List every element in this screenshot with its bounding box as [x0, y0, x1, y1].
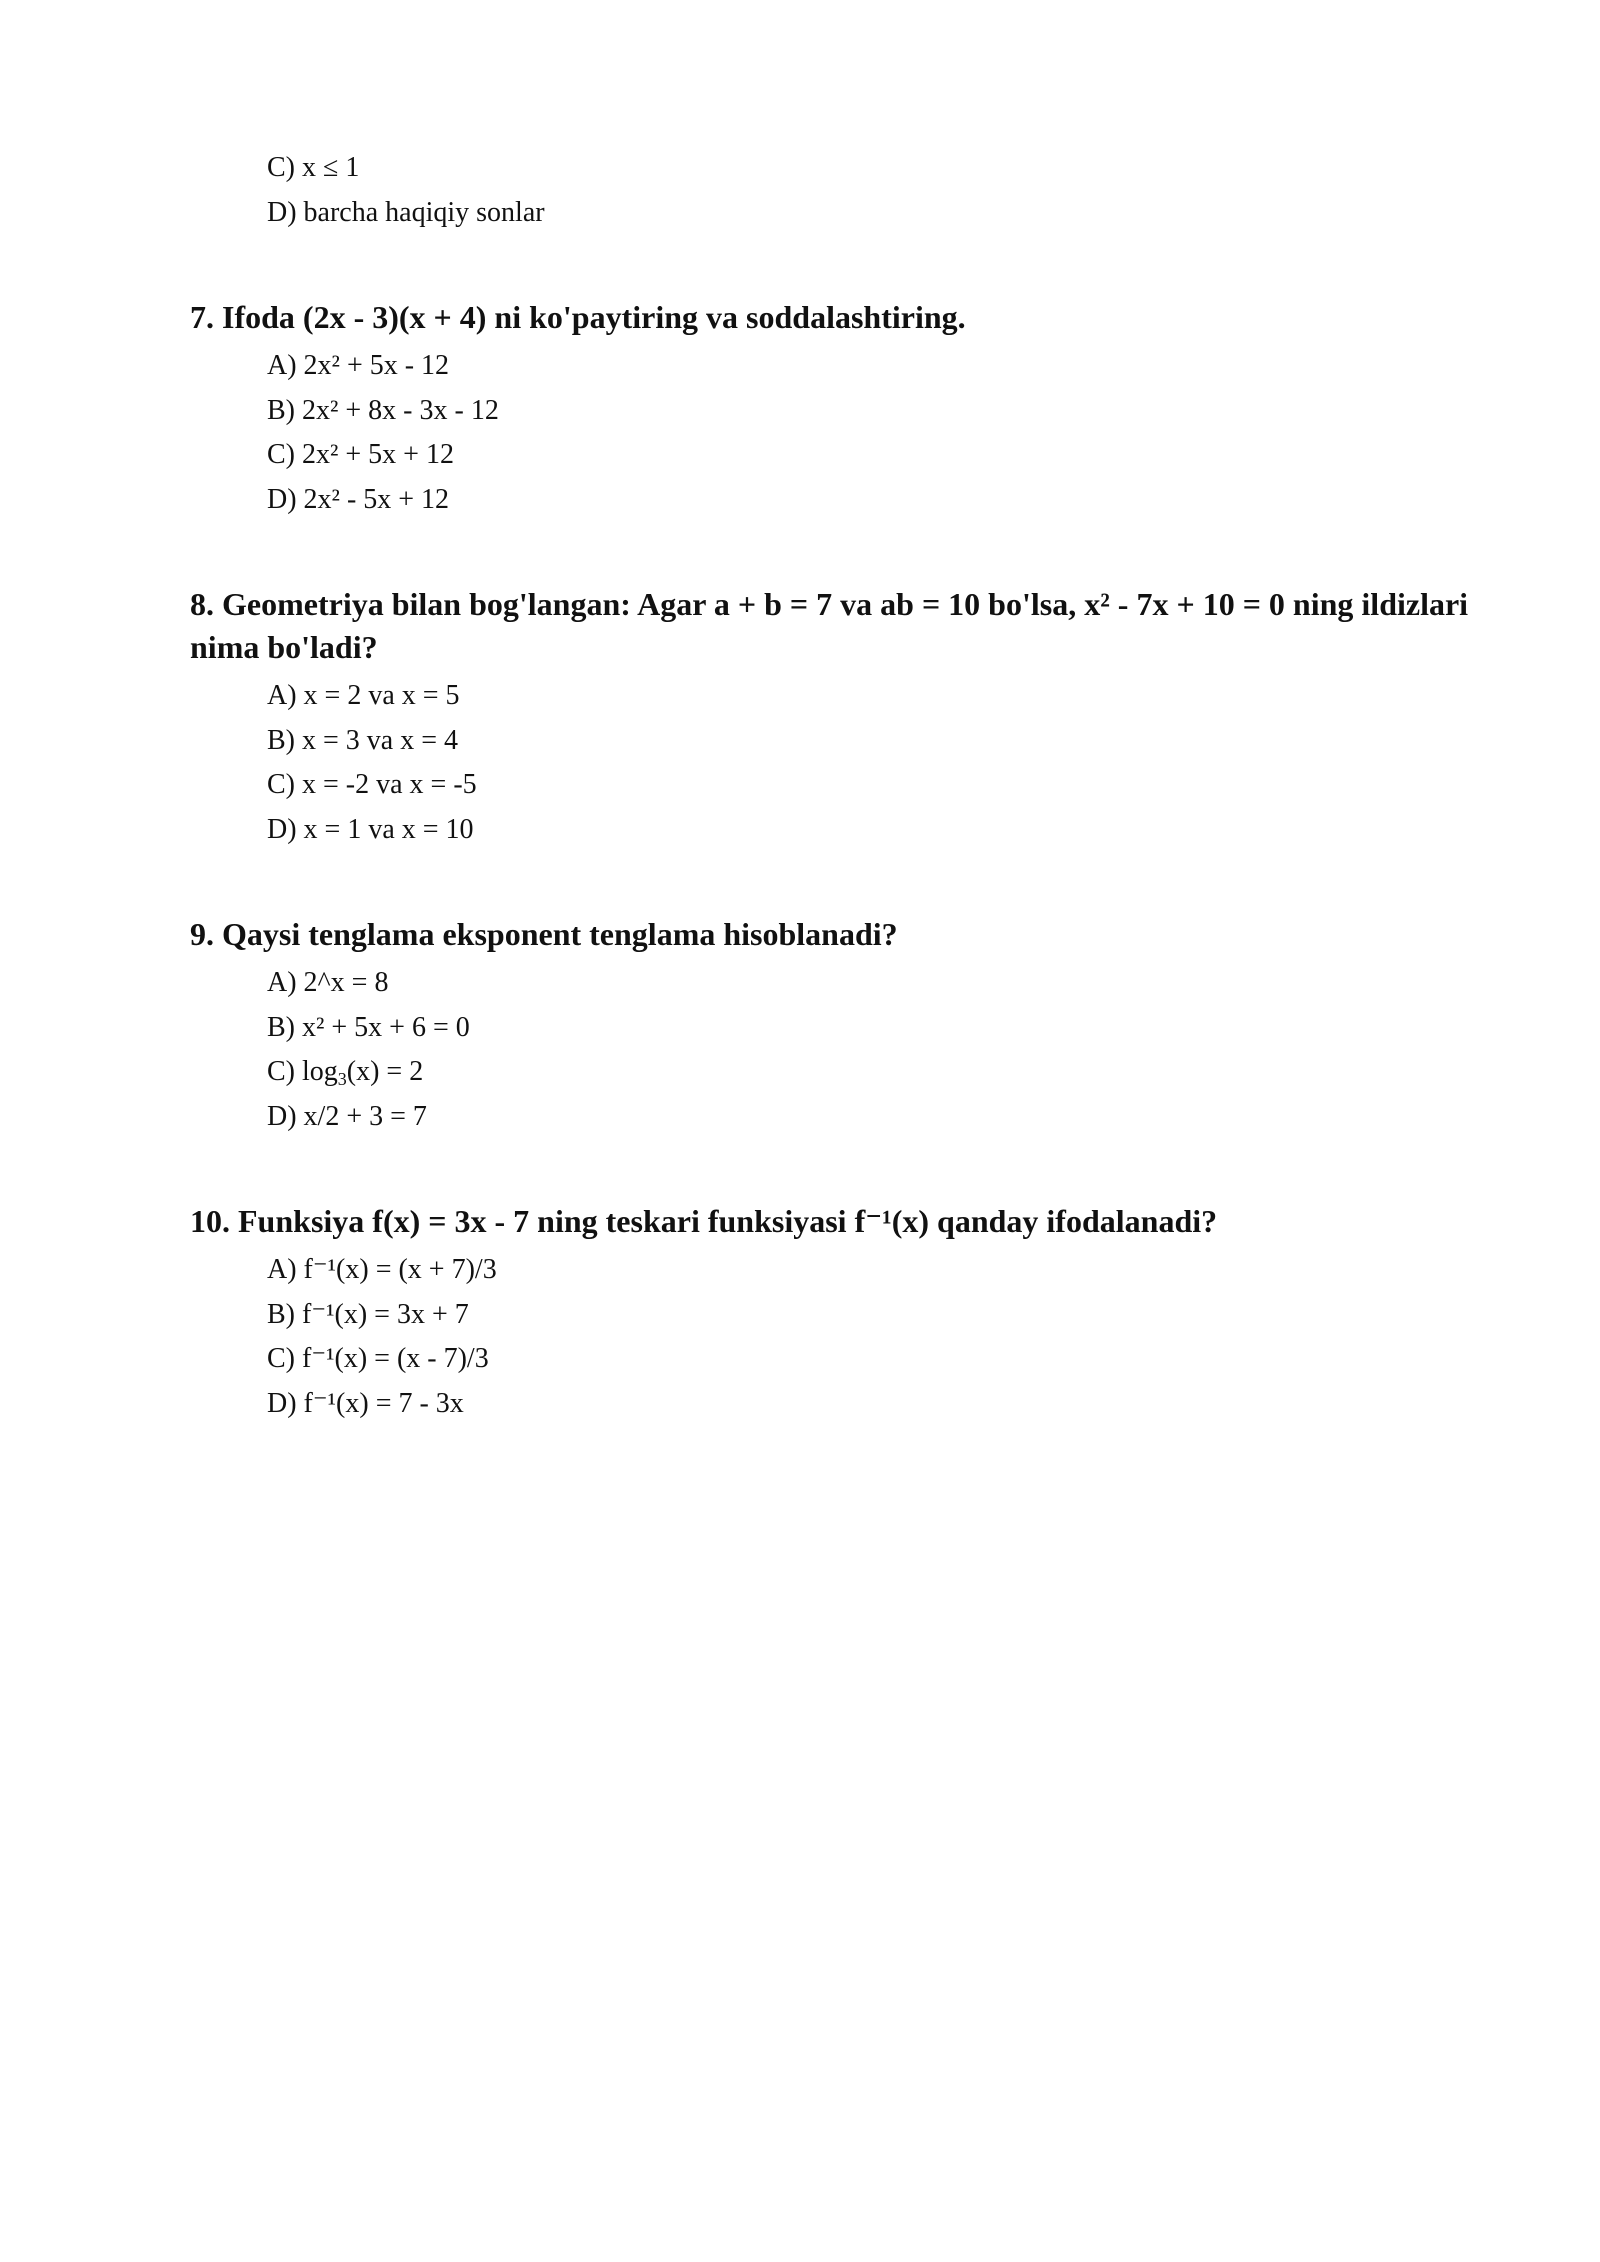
- option-a: A) x = 2 va x = 5: [267, 680, 460, 711]
- option-c-suffix: (x) = 2: [346, 1056, 424, 1087]
- option-a: A) 2x² + 5x - 12: [267, 350, 450, 381]
- spacer: [190, 235, 1490, 296]
- option-b: B) 2x² + 8x - 3x - 12: [267, 394, 499, 426]
- option-c: C) x = -2 va x = -5: [267, 769, 477, 800]
- question-10: [190, 1200, 1490, 1426]
- quiz-content: [190, 146, 1490, 1426]
- option-d: D) 2x² - 5x + 12: [267, 483, 450, 515]
- question-title: 10. Funksiya f(x) = 3x - 7 ning teskari funksiyasi f⁻¹(x) qanday ifodalanadi?: [190, 1203, 1218, 1239]
- question-9: [190, 913, 1490, 1139]
- question-title: 7. Ifoda (2x - 3)(x + 4) ni ko'paytiring va soddalashtiring.: [190, 299, 966, 335]
- option-d: D) f⁻¹(x) = 7 - 3x: [267, 1387, 464, 1419]
- spacer: [190, 852, 1490, 913]
- spacer: [190, 1139, 1490, 1200]
- question-7: [190, 296, 1490, 522]
- question-title: 8. Geometriya bilan bog'langan: Agar a + b = 7 va ab = 10 bo'lsa, x² - 7x + 10 = 0 ning ildizlari nima bo'ladi?: [190, 586, 1469, 665]
- option-c: C) x ≤ 1: [267, 152, 360, 183]
- option-c: C) 2x² + 5x + 12: [267, 439, 454, 470]
- question-8: [190, 583, 1490, 852]
- option-b: B) f⁻¹(x) = 3x + 7: [267, 1298, 469, 1330]
- option-c: C) f⁻¹(x) = (x - 7)/3: [267, 1343, 489, 1374]
- option-d: D) barcha haqiqiy sonlar: [267, 196, 545, 228]
- option-b: B) x = 3 va x = 4: [267, 724, 459, 756]
- option-a: A) f⁻¹(x) = (x + 7)/3: [267, 1254, 497, 1285]
- spacer: [190, 522, 1490, 583]
- option-d: D) x = 1 va x = 10: [267, 813, 474, 845]
- option-a: A) 2^x = 8: [267, 967, 389, 998]
- option-c: [267, 1050, 1490, 1095]
- option-c-prefix: C) log: [267, 1056, 338, 1087]
- question-6-continuation: [190, 146, 1490, 235]
- log-base-subscript: 3: [337, 1069, 347, 1089]
- question-title: 9. Qaysi tenglama eksponent tenglama hisoblanadi?: [190, 916, 898, 952]
- option-d: D) x/2 + 3 = 7: [267, 1100, 427, 1132]
- option-b: B) x² + 5x + 6 = 0: [267, 1011, 470, 1043]
